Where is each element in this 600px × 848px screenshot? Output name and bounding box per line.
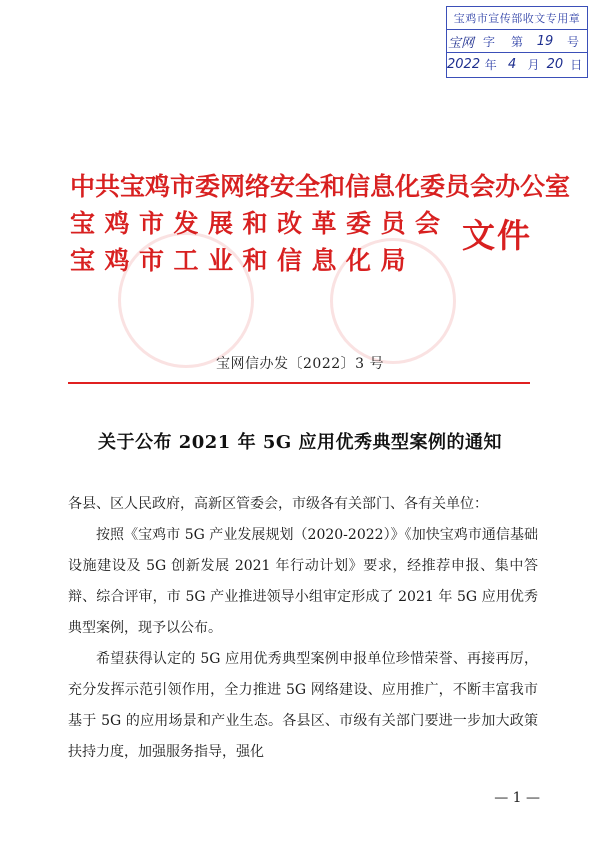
document-label: 文件 bbox=[462, 216, 532, 255]
org-development-reform-commission: 宝鸡市发展和改革委员会 bbox=[70, 209, 450, 238]
receipt-stamp bbox=[446, 6, 588, 78]
red-divider-line bbox=[68, 382, 530, 384]
salutation: 各县、区人民政府，高新区管委会，市级各有关部门、各有关单位： bbox=[68, 496, 488, 512]
stamp-header: 宝鸡市宣传部收文专用章 bbox=[453, 12, 581, 25]
document-title: 关于公布 2021 年 5G 应用优秀典型案例的通知 bbox=[97, 432, 503, 453]
stamp-date-row bbox=[447, 53, 587, 76]
body-paragraph-1: 按照《宝鸡市 5G 产业发展规划（2020-2022）》《加快宝鸡市通信基础设施建设及 5G 创新发展 2021 年行动计划》要求，经推荐申报、集中答辩、综合评审，市 5G 产业推进领导小组审定形成了 2021 年 5G 应用优秀典型案例，现予以公布。 bbox=[68, 527, 538, 636]
stamp-year: 2022 bbox=[447, 57, 481, 72]
stamp-month: 4 bbox=[508, 57, 517, 72]
stamp-header-row bbox=[447, 7, 587, 30]
stamp-category-label: 字 bbox=[482, 34, 495, 49]
org-industry-it-bureau: 宝鸡市工业和信息化局 bbox=[70, 246, 416, 275]
org-cyberspace-office: 中共宝鸡市委网络安全和信息化委员会办公室 bbox=[70, 172, 571, 201]
stamp-day-label: 日 bbox=[570, 58, 583, 72]
stamp-month-label: 月 bbox=[527, 58, 540, 72]
page-number: — 1 — bbox=[494, 790, 540, 806]
stamp-number-row bbox=[447, 30, 587, 53]
stamp-year-label: 年 bbox=[484, 58, 497, 72]
body-paragraph-2: 希望获得认定的 5G 应用优秀典型案例申报单位珍惜荣誉、再接再厉，充分发挥示范引领作用，全力推进 5G 网络建设、应用推广，不断丰富我市基于 5G 的应用场景和产业生态。各县区、市级有关部门要进一步加大政策扶持力度，加强服务指导，强化 bbox=[68, 651, 538, 760]
stamp-category-prefix: 宝网 bbox=[447, 35, 474, 51]
stamp-number-value: 19 bbox=[536, 33, 554, 49]
document-body bbox=[68, 489, 538, 768]
stamp-day: 20 bbox=[546, 57, 564, 72]
document-number: 宝网信办发〔2022〕3 号 bbox=[216, 356, 384, 372]
stamp-number-label: 第 bbox=[510, 34, 523, 49]
stamp-number-unit: 号 bbox=[566, 34, 579, 49]
